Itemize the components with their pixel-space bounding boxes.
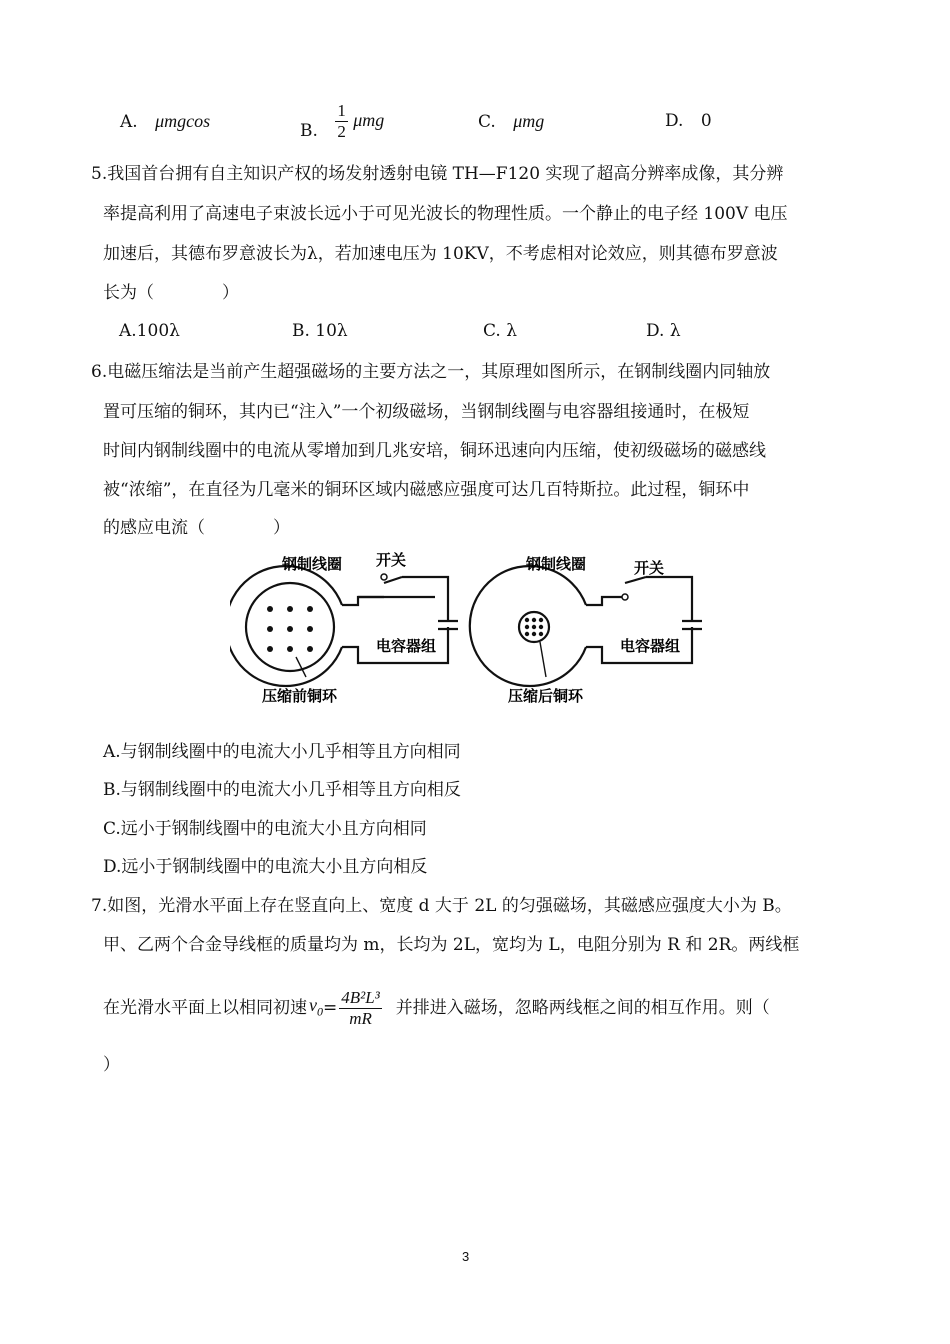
q4-option-a-value: μmgcos <box>155 111 211 131</box>
q6-line-5: 的感应电流（ ） <box>103 518 290 538</box>
q4-option-d-label: D. <box>665 111 684 131</box>
left-ring-leader <box>296 657 306 677</box>
q7-line-3 <box>103 984 770 1032</box>
q4-option-b-value: μmg <box>353 110 385 130</box>
q4-option-c <box>478 111 544 132</box>
right-field-dot <box>539 632 543 636</box>
right-switch-contact <box>622 594 628 600</box>
q7-v0-symbol: v <box>309 994 317 1015</box>
left-field-dot <box>307 606 313 612</box>
right-top-wire <box>586 597 625 605</box>
q4-option-b-label: B. <box>300 121 318 141</box>
q4-option-b <box>300 101 384 142</box>
q4-option-c-label: C. <box>478 112 496 132</box>
q4-option-b-fraction <box>335 101 348 142</box>
q5-option-b: B. 10λ <box>292 321 348 341</box>
left-ring-label: 压缩前铜环 <box>262 687 338 705</box>
right-coil-label: 钢制线圈 <box>526 555 587 573</box>
left-coil-label: 钢制线圈 <box>282 555 343 573</box>
q6-figure <box>230 545 720 715</box>
q7-line-3-after: 并排进入磁场，忽略两线框之间的相互作用。则（ <box>395 998 770 1018</box>
q5-option-d: D. λ <box>646 321 681 341</box>
q4-option-c-value: μmg <box>513 111 545 131</box>
left-field-dot <box>307 646 313 652</box>
right-field-dot <box>525 618 529 622</box>
q7-fraction-numerator: 4B²L³ <box>341 987 380 1007</box>
q6-line-4: 被“浓缩”，在直径为几毫米的铜环区域内磁感应强度可达几百特斯拉。此过程，铜环中 <box>103 480 750 500</box>
right-switch-blade <box>625 577 646 583</box>
left-field-dot <box>287 606 293 612</box>
q6-option-c: C.远小于钢制线圈中的电流大小且方向相同 <box>103 819 427 839</box>
left-field-dot <box>267 646 273 652</box>
q6-option-b: B.与钢制线圈中的电流大小几乎相等且方向相反 <box>103 780 461 800</box>
q6-option-d: D.远小于钢制线圈中的电流大小且方向相反 <box>103 857 428 877</box>
right-field-dot <box>532 625 536 629</box>
right-switch-label: 开关 <box>634 559 665 577</box>
left-field-dots <box>267 574 387 652</box>
q7-line-3-before: 在光滑水平面上以相同初速 <box>103 998 307 1018</box>
q5-option-c: C. λ <box>483 321 517 341</box>
right-field-dot <box>532 618 536 622</box>
left-field-dot <box>287 626 293 632</box>
q4-option-a-label: A. <box>120 112 138 132</box>
right-ring-leader <box>540 642 546 677</box>
right-field-dot <box>539 618 543 622</box>
q7-v0 <box>309 995 323 1022</box>
q7-v0-subscript: 0 <box>317 1004 323 1019</box>
figure-right <box>470 566 702 686</box>
q7-equals: = <box>323 998 338 1018</box>
q5-line-4: 长为（ ） <box>103 283 239 303</box>
left-switch-contact <box>381 574 387 580</box>
q5-line-1: 5.我国首台拥有自主知识产权的场发射透射电镜 TH—F120 实现了超高分辨率成像，其分辨 <box>91 164 784 184</box>
right-ring-label: 压缩后铜环 <box>508 687 584 705</box>
q6-line-3: 时间内钢制线圈中的电流从零增加到几兆安培，铜环迅速向内压缩，使初级磁场的磁感线 <box>103 441 766 461</box>
q7-line-2: 甲、乙两个合金导线框的质量均为 m，长均为 2L，宽均为 L，电阻分别为 R 和 2R。两线框 <box>103 935 800 955</box>
q7-fraction-denominator: mR <box>349 1008 372 1028</box>
left-capacitor-label: 电容器组 <box>376 637 437 655</box>
q6-line-2: 置可压缩的铜环，其内已“注入”一个初级磁场，当钢制线圈与电容器组接通时，在极短 <box>103 402 750 422</box>
left-field-dot <box>267 606 273 612</box>
q5-line-3: 加速后，其德布罗意波长为λ，若加速电压为 10KV，不考虑相对论效应，则其德布罗意波 <box>103 244 778 264</box>
q5-line-2: 率提高利用了高速电子束波长远小于可见光波长的物理性质。一个静止的电子经 100V 电压 <box>103 204 788 224</box>
right-field-dot <box>525 632 529 636</box>
q4-option-b-denominator: 2 <box>337 122 346 141</box>
left-switch-label: 开关 <box>376 551 407 569</box>
page-number: 3 <box>462 1249 470 1264</box>
left-field-dot <box>267 626 273 632</box>
left-field-dot <box>287 646 293 652</box>
q5-option-a: A.100λ <box>119 321 180 341</box>
left-top-wire <box>342 597 435 605</box>
q4-option-a <box>120 111 210 132</box>
q6-line-1: 6.电磁压缩法是当前产生超强磁场的主要方法之一，其原理如图所示，在钢制线圈内同轴放 <box>91 362 771 382</box>
right-field-dot <box>539 625 543 629</box>
q7-line-4: ） <box>103 1055 120 1075</box>
right-right-wire <box>646 577 692 621</box>
q4-option-b-numerator: 1 <box>337 101 346 120</box>
q4-option-d <box>665 111 712 131</box>
figure-left <box>230 566 458 686</box>
q4-option-d-value: 0 <box>700 111 712 131</box>
left-right-wire <box>402 577 448 621</box>
q6-option-a: A.与钢制线圈中的电流大小几乎相等且方向相同 <box>103 742 461 762</box>
right-field-dots <box>525 594 628 636</box>
q7-fraction <box>339 988 382 1029</box>
left-field-dot <box>307 626 313 632</box>
right-capacitor-label: 电容器组 <box>620 637 681 655</box>
q7-line-1: 7.如图，光滑水平面上存在竖直向上、宽度 d 大于 2L 的匀强磁场，其磁感应强度大小为 B。 <box>91 896 792 916</box>
right-field-dot <box>532 632 536 636</box>
right-field-dot <box>525 625 529 629</box>
